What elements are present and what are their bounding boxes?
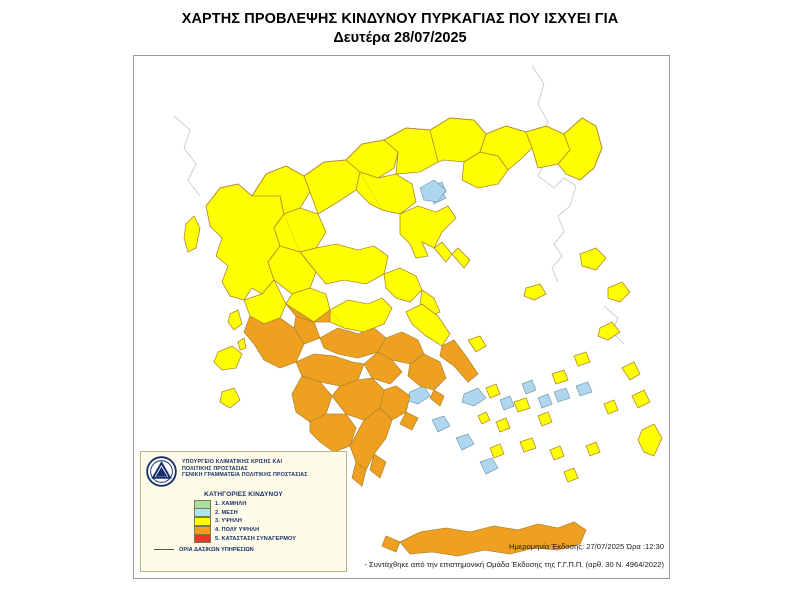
legend-title: ΚΑΤΗΓΟΡΙΕΣ ΚΙΝΔΥΝΟΥ <box>204 491 283 498</box>
legend-item-alert <box>194 534 341 543</box>
civil-protection-logo-icon <box>146 456 177 487</box>
org-line-2: ΠΟΛΙΤΙΚΗΣ ΠΡΟΣΤΑΣΙΑΣ <box>182 465 248 472</box>
legend-box <box>140 451 347 572</box>
legend-label-medium: 2. ΜΕΣΗ <box>215 509 238 516</box>
map-frame <box>133 55 670 579</box>
authoring-note: - Συντάχθηκε από την επιστημονική Ομάδα Έκδοσης της Γ.Γ.Π.Π. (αρθ. 30 Ν. 4964/2022) <box>364 560 664 569</box>
legend-label-high: 3. ΥΨΗΛΗ <box>215 518 242 525</box>
title-line-1: ΧΑΡΤΗΣ ΠΡΟΒΛΕΨΗΣ ΚΙΝΔΥΝΟΥ ΠΥΡΚΑΓΙΑΣ ΠΟΥ ΙΣΧΥΕΙ ΓΙΑ <box>181 11 619 27</box>
org-line-3: ΓΕΝΙΚΗ ΓΡΑΜΜΑΤΕΙΑ ΠΟΛΙΤΙΚΗΣ ΠΡΟΣΤΑΣΙΑΣ <box>182 472 308 479</box>
org-line-1: ΥΠΟΥΡΓΕΙΟ ΚΛΙΜΑΤΙΚΗΣ ΚΡΙΣΗΣ ΚΑΙ <box>182 459 283 465</box>
legend-label-very-high: 4. ΠΟΛΥ ΥΨΗΛΗ <box>215 527 260 534</box>
legend-label-low: 1. ΧΑΜΗΛΗ <box>215 501 247 508</box>
legend-boundary-label: ΟΡΙΑ ΔΑΣΙΚΩΝ ΥΠΗΡΕΣΙΩΝ <box>179 546 254 553</box>
legend-item-low <box>194 500 341 509</box>
organization-name <box>182 456 308 479</box>
legend-item-medium <box>194 509 341 518</box>
legend-category-list <box>146 500 341 543</box>
legend-item-high <box>194 517 341 526</box>
swatch-alert <box>194 534 211 543</box>
legend-item-very-high <box>194 526 341 535</box>
legend-header <box>146 456 341 487</box>
title-line-2: Δευτέρα 28/07/2025 <box>333 30 467 46</box>
boundary-line-icon <box>154 549 174 550</box>
issue-datetime: Ημερομηνία Έκδοσης: 27/07/2025 Ώρα :12:30 <box>508 542 664 551</box>
legend-label-alert: 5. ΚΑΤΑΣΤΑΣΗ ΣΥΝΑΓΕΡΜΟΥ <box>215 535 297 542</box>
page-title <box>0 10 800 48</box>
legend-boundary-row <box>146 547 341 553</box>
